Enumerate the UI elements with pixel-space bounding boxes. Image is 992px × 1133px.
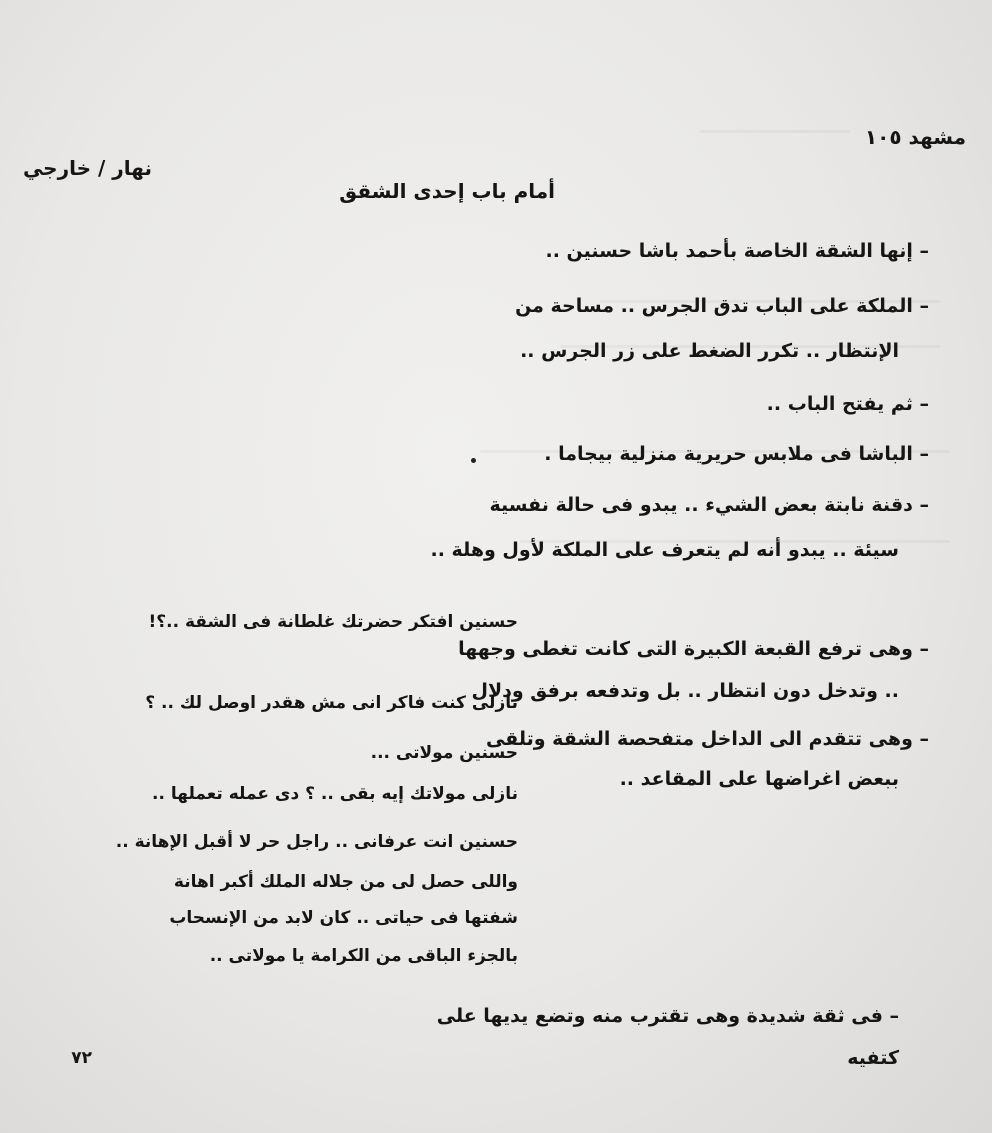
- dialogue-line: واللى حصل لى من جلاله الملك أكبر اهانة: [173, 872, 518, 892]
- time-location: نهار / خارجي: [22, 156, 152, 180]
- action-line: .. وتدخل دون انتظار .. بل وتدفعه برفق ودلال: [471, 680, 899, 702]
- scene-number: مشهد ١٠٥: [864, 125, 966, 149]
- action-line: – الملكة على الباب تدق الجرس .. مساحة من: [515, 295, 929, 317]
- action-line: – دقنة نابتة بعض الشيء .. يبدو فى حالة نفسية: [489, 494, 929, 516]
- action-line: الإنتظار .. تكرر الضغط على زر الجرس ..: [520, 340, 899, 362]
- dialogue-line: حسنين مولاتى ...: [370, 743, 518, 763]
- action-line: – الباشا فى ملابس حريرية منزلية بيجاما .: [544, 443, 929, 465]
- action-line: كتفيه: [847, 1047, 899, 1069]
- action-line: – فى ثقة شديدة وهى تقترب منه وتضع يديها على: [436, 1005, 899, 1027]
- dialogue-line: حسنين افتكر حضرتك غلطانة فى الشقة ..؟!: [148, 612, 518, 632]
- page-number: ٧٢: [71, 1048, 92, 1068]
- location-heading: أمام باب إحدى الشقق: [339, 179, 555, 203]
- action-line: – إنها الشقة الخاصة بأحمد باشا حسنين ..: [545, 240, 929, 262]
- action-line: – ثم يفتح الباب ..: [766, 393, 929, 415]
- bleed-through-mark: [700, 130, 850, 133]
- dialogue-line: حسنين انت عرفانى .. راجل حر لا أقبل الإهانة ..: [115, 832, 518, 852]
- action-line: سيئة .. يبدو أنه لم يتعرف على الملكة لأول وهلة ..: [430, 539, 899, 561]
- action-line: ببعض اغراضها على المقاعد ..: [619, 768, 899, 790]
- action-line: – وهى تتقدم الى الداخل متفحصة الشقة وتلقى: [485, 728, 929, 750]
- dialogue-line: نازلى كنت فاكر انى مش هقدر اوصل لك .. ؟: [145, 693, 518, 713]
- action-line: – وهى ترفع القبعة الكبيرة التى كانت تغطى وجهها: [458, 638, 929, 660]
- dialogue-line: نازلى مولاتك إيه بقى .. ؟ دى عمله تعملها ..: [152, 784, 518, 804]
- dialogue-line: بالجزء الباقى من الكرامة يا مولاتى ..: [209, 946, 518, 966]
- dialogue-line: شفتها فى حياتى .. كان لابد من الإنسحاب: [169, 908, 518, 928]
- stray-dot: [471, 458, 476, 463]
